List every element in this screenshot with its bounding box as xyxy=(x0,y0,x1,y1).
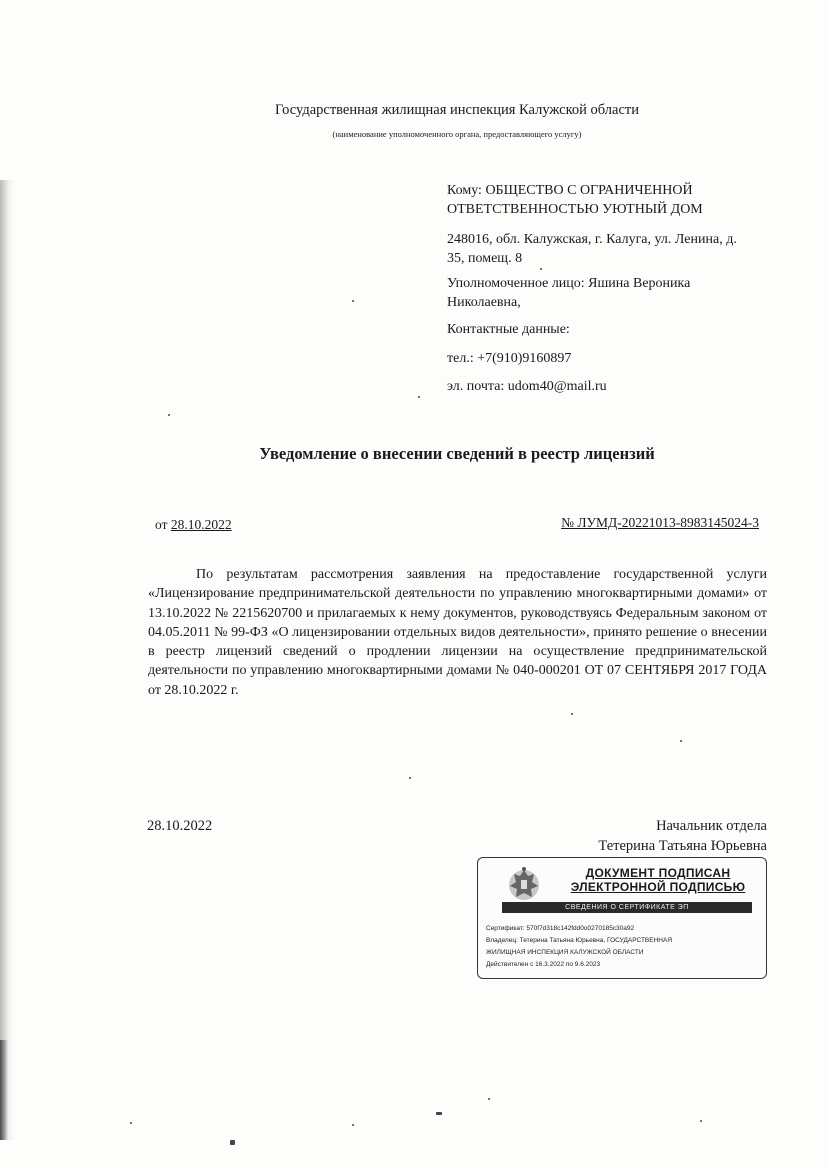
scan-speck xyxy=(488,1098,490,1100)
org-caption: (наименование уполномоченного органа, предоставляющего услугу) xyxy=(332,129,582,139)
scan-speck xyxy=(130,1122,132,1124)
recipient-to-line1: Кому: ОБЩЕСТВО С ОГРАНИЧЕННОЙ xyxy=(447,183,693,198)
stamp-owner-line2: ЖИЛИЩНАЯ ИНСПЕКЦИЯ КАЛУЖСКОЙ ОБЛАСТИ xyxy=(486,949,644,956)
org-name: Государственная жилищная инспекция Калужской области xyxy=(275,102,639,118)
scan-speck xyxy=(700,1120,702,1122)
recipient-email: эл. почта: udom40@mail.ru xyxy=(447,379,607,394)
document-date: 28.10.2022 xyxy=(170,517,232,532)
recipient-person xyxy=(447,274,767,312)
contacts-label: Контактные данные: xyxy=(447,322,570,337)
scan-edge-shadow-dark xyxy=(0,1040,8,1140)
scan-speck xyxy=(352,300,354,302)
document-title: Уведомление о внесении сведений в реестр лицензий xyxy=(259,444,655,463)
document-number: № ЛУМД-20221013-8983145024-3 xyxy=(561,515,759,530)
scan-speck xyxy=(418,396,420,398)
stamp-title-line2: ЭЛЕКТРОННОЙ ПОДПИСЬЮ xyxy=(570,880,746,894)
recipient-person-line1: Уполномоченное лицо: Яшина Вероника xyxy=(447,276,691,291)
recipient-address-line2: 35, помещ. 8 xyxy=(447,251,523,266)
stamp-certificate-bar: СВЕДЕНИЯ О СЕРТИФИКАТЕ ЭП xyxy=(502,902,752,913)
recipient-address-line1: 248016, обл. Калужская, г. Калуга, ул. Ленина, д. xyxy=(447,232,737,247)
stamp-certificate: Сертификат: 570f7d318c142fdd0o0270185c30a92 xyxy=(486,925,635,932)
recipient-address xyxy=(447,230,767,268)
signer-position: Начальник отдела xyxy=(656,818,767,834)
recipient-person-line2: Николаевна, xyxy=(447,295,521,310)
coat-of-arms-icon xyxy=(504,864,544,904)
stamp-title-line1: ДОКУМЕНТ ПОДПИСАН xyxy=(585,866,731,880)
e-signature-stamp xyxy=(477,857,767,979)
date-prefix: от xyxy=(155,517,168,532)
scan-speck xyxy=(230,1140,235,1145)
stamp-owner-line1: Владелец: Тетерина Татьяна Юрьевна, ГОСУДАРСТВЕННАЯ xyxy=(486,937,673,944)
scan-speck xyxy=(571,713,573,715)
scan-speck xyxy=(352,1124,354,1126)
signer-name: Тетерина Татьяна Юрьевна xyxy=(598,838,767,854)
scan-edge-shadow xyxy=(0,180,14,1140)
scan-speck xyxy=(540,268,542,270)
signature-date: 28.10.2022 xyxy=(147,818,213,834)
document-body: По результатам рассмотрения заявления на предоставление государственной услуги «Лицензирование предпринимательской деятельности по управлению многоквартирными домами» от 13.10.2022 № 2215620700 и прилагаемых к нему документов, руководствуясь Федеральным законом от 04.05.2011 № 99-ФЗ «О лицензировании отдельных видов деятельности», принято решение о внесении в реестр лицензий сведений о продлении лицензии на осуществление предпринимательской деятельности по управлению многоквартирными домами № 040-000201 ОТ 07 СЕНТЯБРЯ 2017 ГОДА от 28.10.2022 г. xyxy=(148,567,767,698)
scan-speck xyxy=(168,414,170,416)
stamp-validity: Действителен с 16.3.2022 по 9.6.2023 xyxy=(486,961,601,968)
document-date-row xyxy=(155,517,232,533)
recipient-phone: тел.: +7(910)9160897 xyxy=(447,351,572,366)
scan-speck xyxy=(680,740,682,742)
scan-speck xyxy=(409,777,411,779)
recipient-to-line2: ОТВЕТСТВЕННОСТЬЮ УЮТНЫЙ ДОМ xyxy=(447,202,703,217)
scan-speck xyxy=(436,1112,442,1115)
recipient-to xyxy=(447,181,767,219)
